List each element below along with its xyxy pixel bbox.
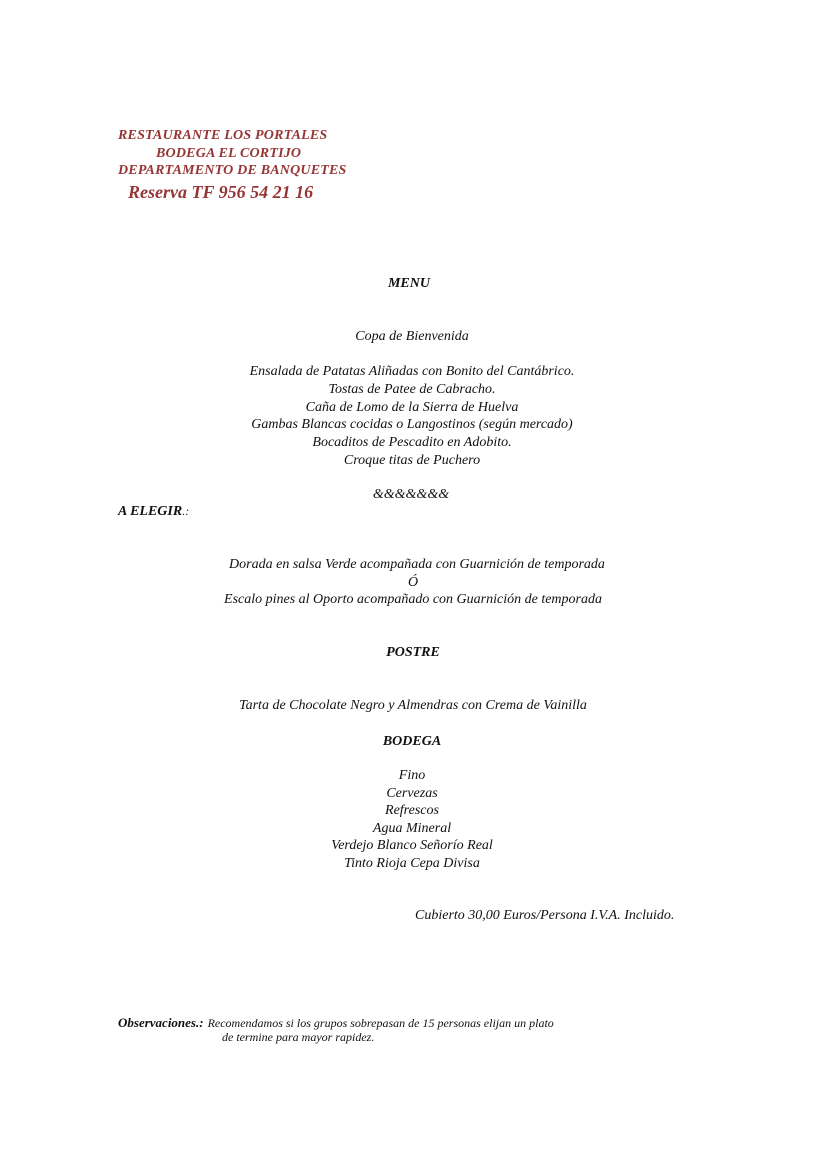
list-item: Refrescos <box>385 803 439 819</box>
list-item: Ensalada de Patatas Aliñadas con Bonito del Cantábrico. <box>249 364 575 379</box>
department-name: DEPARTAMENTO DE BANQUETES <box>118 163 347 178</box>
list-item: Gambas Blancas cocidas o Langostinos (según mercado) <box>251 417 573 433</box>
list-item: Agua Mineral <box>372 820 452 836</box>
choice-label: A ELEGIR.: <box>118 504 190 519</box>
restaurant-name: RESTAURANTE LOS PORTALES <box>118 128 328 143</box>
list-item: Verdejo Blanco Señorío Real <box>331 838 493 854</box>
list-item: Tostas de Patee de Cabracho. <box>328 381 496 397</box>
welcome-drink: Copa de Bienvenida <box>355 329 469 344</box>
observations-text-cont: de termine para mayor rapidez. <box>222 1030 375 1044</box>
list-item: Croque titas de Puchero <box>343 452 481 468</box>
dessert-title: POSTRE <box>386 645 440 660</box>
separator: &&&&&&& <box>372 487 450 502</box>
observations-label: Observaciones.: <box>118 1015 204 1030</box>
list-item: Fino <box>398 768 426 783</box>
wine-title: BODEGA <box>382 734 442 749</box>
price-note: Cubierto 30,00 Euros/Persona I.V.A. Incluido. <box>415 908 675 923</box>
starters-list <box>0 363 825 470</box>
main-option-or: Ó <box>407 574 419 590</box>
list-item: Caña de Lomo de la Sierra de Huelva <box>305 399 519 415</box>
main-option-1: Dorada en salsa Verde acompañada con Guarnición de temporada <box>229 557 605 572</box>
menu-title: MENU <box>387 276 430 291</box>
reservation-phone: Reserva TF 956 54 21 16 <box>128 182 314 202</box>
dessert-item: Tarta de Chocolate Negro y Almendras con Crema de Vainilla <box>239 698 587 713</box>
wine-list <box>0 767 825 873</box>
bodega-name: BODEGA EL CORTIJO <box>156 146 302 161</box>
observations-text: Recomendamos si los grupos sobrepasan de 15 personas elijan un plato <box>207 1016 554 1030</box>
main-option-2: Escalo pines al Oporto acompañado con Guarnición de temporada <box>224 592 602 607</box>
main-course-options <box>4 556 826 609</box>
list-item: Bocaditos de Pescadito en Adobito. <box>312 435 512 451</box>
list-item: Cervezas <box>386 785 438 801</box>
list-item: Tinto Rioja Cepa Divisa <box>344 855 480 871</box>
